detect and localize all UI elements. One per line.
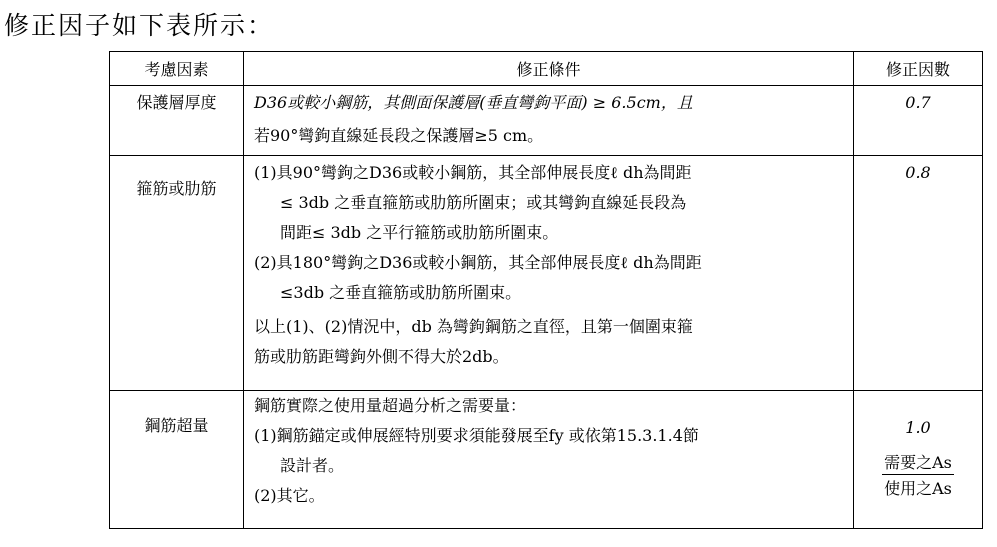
header-condition: 修正條件 (244, 52, 854, 86)
table-row-cover (110, 86, 983, 156)
factor-value: 1.0 (905, 418, 931, 437)
condition-line: (1)具90°彎鉤之D36或較小鋼筋，其全部伸展長度ℓ dh為間距 (254, 163, 692, 182)
condition-cell (244, 156, 854, 391)
table-row-stirrups (110, 156, 983, 391)
condition-cell (244, 86, 854, 156)
table-header-row (110, 52, 983, 86)
condition-line: D36或較小鋼筋，其側面保護層(垂直彎鉤平面) ≥ 6.5cm，且 (254, 93, 693, 112)
header-factor: 考慮因素 (110, 52, 244, 86)
condition-line: 以上(1)、(2)情況中，db 為彎鉤鋼筋之直徑，且第一個圍束箍 (254, 317, 693, 336)
factor-label: 箍筋或肋筋 (136, 179, 217, 198)
value-cell (854, 156, 983, 391)
value-cell (854, 86, 983, 156)
condition-line: 間距≤ 3db 之平行箍筋或肋筋所圍束。 (280, 223, 559, 242)
condition-line: ≤3db 之垂直箍筋或肋筋所圍束。 (280, 283, 522, 302)
page-heading: 修正因子如下表所示： (4, 11, 275, 40)
fraction-numerator: 需要之As (882, 450, 954, 475)
table-row-excess (110, 391, 983, 529)
header-value: 修正因數 (854, 52, 983, 86)
condition-line: 若90°彎鉤直線延長段之保護層≥5 cm。 (254, 126, 544, 145)
factor-label: 鋼筋超量 (144, 416, 209, 435)
factor-value: 0.7 (905, 93, 931, 112)
factor-value: 0.8 (905, 163, 931, 182)
condition-line: 鋼筋實際之使用量超過分析之需要量： (254, 396, 527, 415)
factor-cell (110, 86, 244, 156)
value-cell (854, 391, 983, 529)
condition-line: ≤ 3db 之垂直箍筋或肋筋所圍束；或其彎鉤直線延長段為 (280, 193, 687, 212)
condition-line: 筋或肋筋距彎鉤外側不得大於2db。 (254, 347, 509, 366)
condition-line: 設計者。 (280, 456, 345, 475)
condition-line: (2)其它。 (254, 486, 325, 505)
condition-line: (2)具180°彎鉤之D36或較小鋼筋，其全部伸展長度ℓ dh為間距 (254, 253, 702, 272)
fraction-denominator: 使用之As (884, 479, 952, 498)
condition-line: (1)鋼筋錨定或伸展經特別要求須能發展至fy 或依第15.3.1.4節 (254, 426, 699, 445)
condition-cell (244, 391, 854, 529)
ratio-fraction (882, 450, 954, 499)
factor-cell (110, 391, 244, 529)
factor-label: 保護層厚度 (136, 93, 217, 112)
factor-cell (110, 156, 244, 391)
modification-factor-table (109, 51, 983, 529)
